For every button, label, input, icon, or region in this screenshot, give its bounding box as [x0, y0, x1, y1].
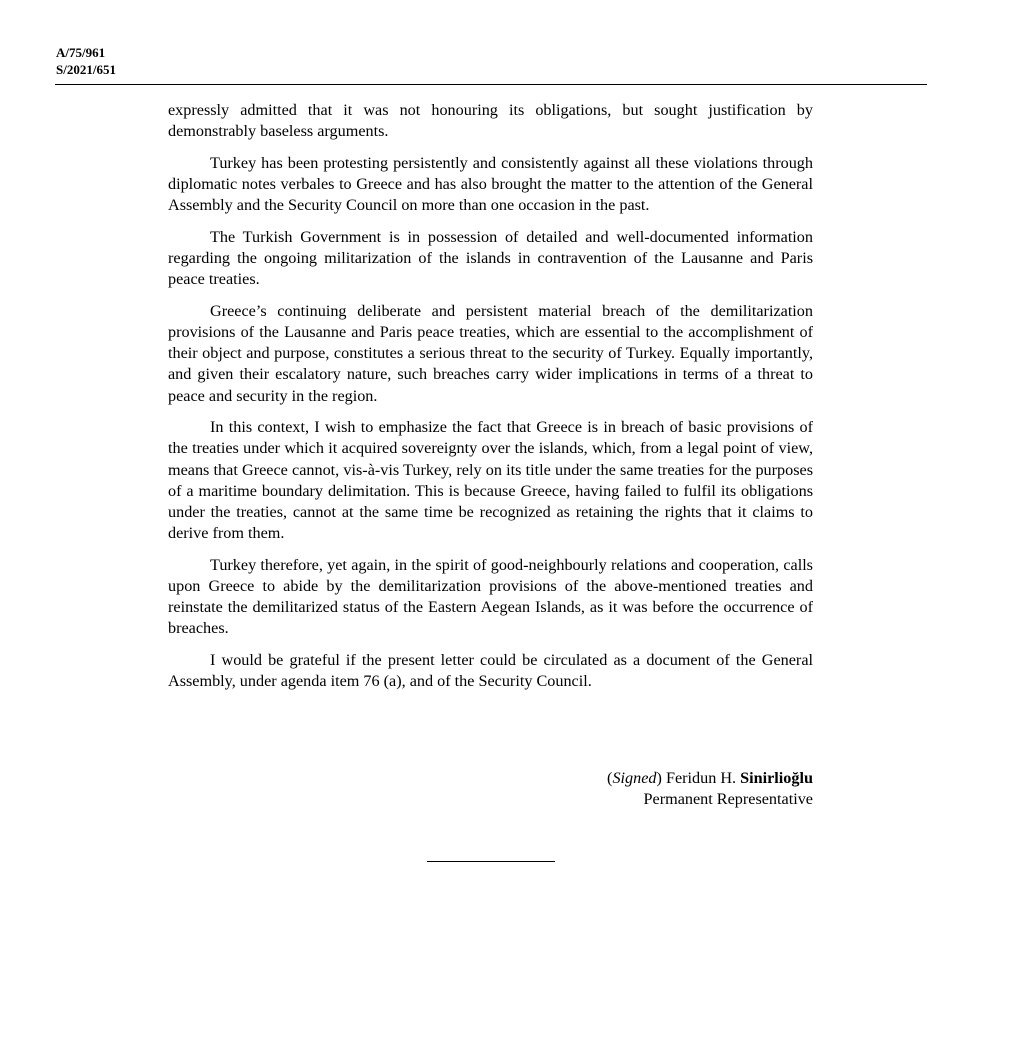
- signatory-title: Permanent Representative: [643, 790, 813, 809]
- paragraph: I would be grateful if the present letter could be circulated as a document of the General Assembly, under agenda item 76 (a), and of the Security Council.: [168, 651, 813, 691]
- signature-paren-open: (: [607, 769, 613, 787]
- signature-paren-close: ): [656, 769, 662, 787]
- signature-line: [607, 768, 813, 789]
- paragraph: The Turkish Government is in possession of detailed and well-documented information regarding the ongoing militarization of the islands in contravention of the Lausanne and Paris peace treaties.: [168, 227, 813, 289]
- signed-marker: Signed: [612, 769, 657, 787]
- letter-body: [168, 100, 813, 703]
- paragraph: Turkey has been protesting persistently and consistently against all these violations through diplomatic notes verbales to Greece and has also brought the matter to the attention of the General Assembly and the Security Council on more than one occasion in the past.: [168, 153, 813, 215]
- signatory-given-name: Feridun H.: [661, 769, 741, 787]
- paragraph: Greece’s continuing deliberate and persistent material breach of the demilitarization provisions of the Lausanne and Paris peace treaties, which are essential to the accomplishment of their object and purpose, constitutes a serious threat to the security of Turkey. Equally importantly, and given their escalatory nature, such breaches carry wider implications in terms of a threat to peace and security in the region.: [168, 301, 813, 405]
- end-of-document-rule: [427, 861, 555, 862]
- header-rule: [55, 84, 927, 85]
- paragraph-continued: expressly admitted that it was not honouring its obligations, but sought justification by demonstrably baseless arguments.: [168, 101, 813, 141]
- document-symbols: [56, 44, 116, 78]
- sc-symbol: S/2021/651: [56, 62, 116, 77]
- signature-block: [607, 768, 813, 810]
- signatory-surname: Sinirlioğlu: [740, 769, 813, 787]
- paragraph: In this context, I wish to emphasize the fact that Greece is in breach of basic provisions of the treaties under which it acquired sovereignty over the islands, which, from a legal point of view, means that Greece cannot, vis-à-vis Turkey, rely on its title under the same treaties for the purposes of a maritime boundary delimitation. This is because Greece, having failed to fulfil its obligations under the treaties, cannot at the same time be recognized as retaining the rights that it claims to derive from them.: [168, 418, 813, 543]
- paragraph: Turkey therefore, yet again, in the spirit of good-neighbourly relations and cooperation, calls upon Greece to abide by the demilitarization provisions of the above-mentioned treaties and reinstate the demilitarized status of the Eastern Aegean Islands, as it was before the occurrence of breaches.: [168, 555, 813, 638]
- ga-symbol: A/75/961: [56, 45, 106, 60]
